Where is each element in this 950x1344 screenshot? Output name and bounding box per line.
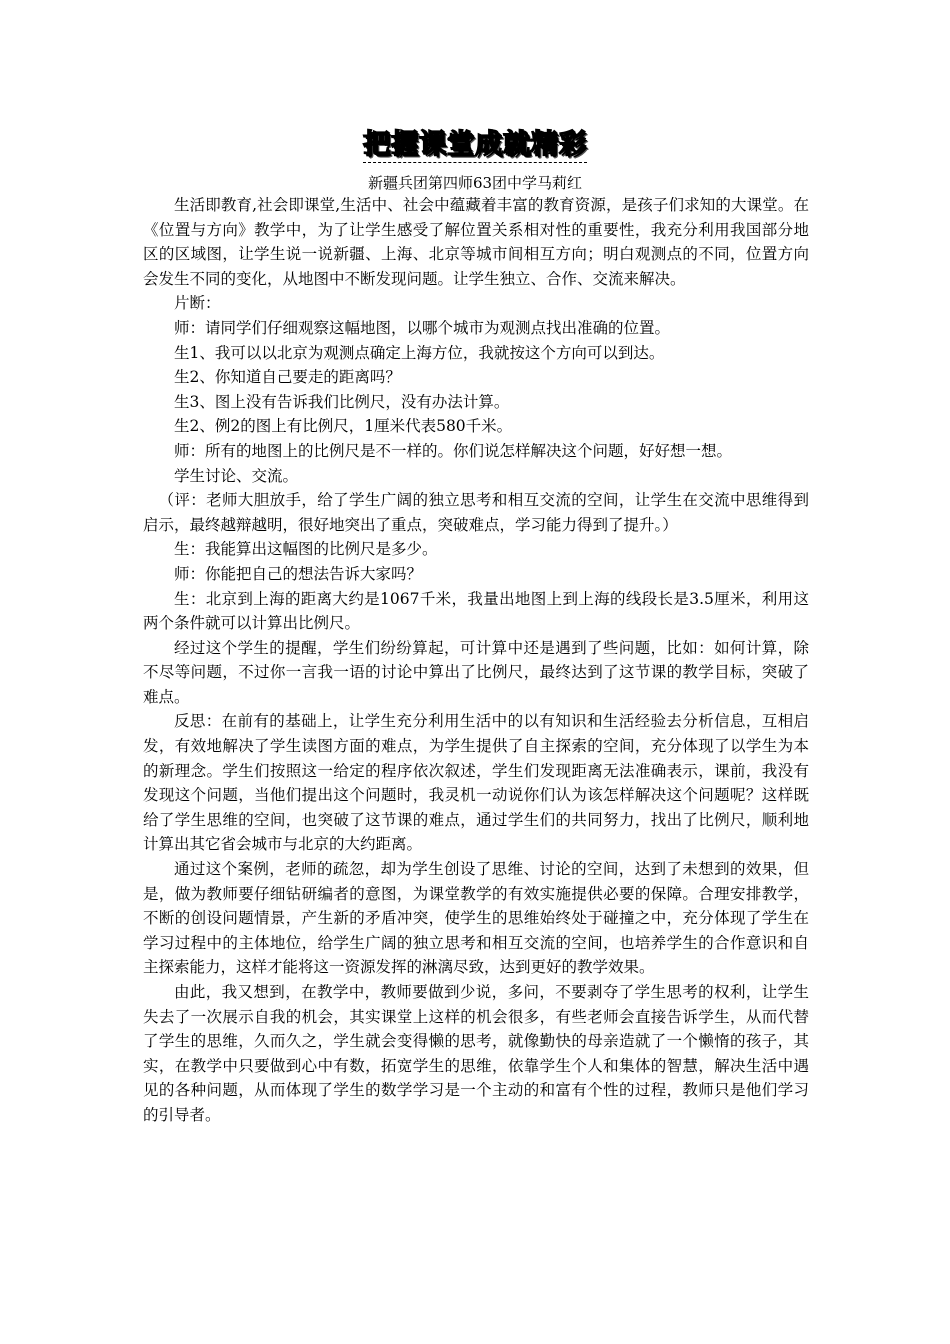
paragraph: 经过这个学生的提醒，学生们纷纷算起，可计算中还是遇到了些问题，比如：如何计算，除不尽等问题，不过你一言我一语的讨论中算出了比例尺，最终达到了这节课的教学目标，突破了难点。 — [143, 638, 809, 706]
dialogue-line: 生1、我可以以北京为观测点确定上海方位，我就按这个方向可以到达。 — [174, 343, 665, 362]
paragraph: 通过这个案例，老师的疏忽，却为学生创设了思维、讨论的空间，达到了未想到的效果，但是，做为教师要仔细钻研编者的意图，为课堂教学的有效实施提供必要的保障。合理安排教学，不断的创设问题情景，产生新的矛盾冲突，使学生的思维始终处于碰撞之中，充分体现了学生在学习过程中的主体地位，给学生广阔的独立思考和相互交流的空间，也培养学生的合作意识和自主探索能力，这样才能将这一资源发挥的淋漓尽致，达到更好的教学效果。 — [143, 860, 809, 977]
paragraph-fragment-label: 片断： — [174, 294, 221, 313]
dialogue-line: 生2、例2的图上有比例尺，1厘米代表580千米。 — [174, 417, 513, 436]
paragraph-intro: 生活即教育,社会即课堂,生活中、社会中蕴藏着丰富的教育资源，是孩子们求知的大课堂。在《位置与方向》教学中，为了让学生感受了解位置关系相对性的重要性，我充分利用我国部分地区的区域图，让学生说一说新疆、上海、北京等城市间相互方向；明白观测点的不同，位置方向会发生不同的变化，从地图中不断发现问题。让学生独立、合作、交流来解决。 — [143, 196, 809, 288]
dialogue-line: 生2、你知道自己要走的距离吗？ — [174, 368, 401, 387]
dialogue-line: 师：请同学们仔细观察这幅地图，以哪个城市为观测点找出准确的位置。 — [174, 318, 671, 337]
dialogue-line: 师：所有的地图上的比例尺是不一样的。你们说怎样解决这个问题，好好想一想。 — [174, 441, 733, 460]
title-container — [0, 122, 950, 163]
document-author: 新疆兵团第四师63团中学马莉红 — [367, 174, 583, 192]
paragraph-reflection: 反思：在前有的基础上，让学生充分利用生活中的以有知识和生活经验去分析信息，互相启发，有效地解决了学生读图方面的难点，为学生提供了自主探索的空间，充分体现了以学生为本的新理念。学生们按照这一给定的程序依次叙述，学生们发现距离无法准确表示，课前，我没有发现这个问题，当他们提出这个问题时，我灵机一动说你们认为该怎样解决这个问题呢？这样既给了学生思维的空间，也突破了这节课的难点，通过学生们的共同努力，找出了比例尺，顺利地计算出其它省会城市与北京的大约距离。 — [143, 712, 809, 854]
dialogue-line: 生：我能算出这幅图的比例尺是多少。 — [174, 540, 438, 559]
comment-note: （评：老师大胆放手，给了学生广阔的独立思考和相互交流的空间，让学生在交流中思维得到启示，最终越辩越明，很好地突出了重点，突破难点，学习能力得到了提升。） — [143, 491, 809, 534]
document-body — [143, 193, 809, 1128]
document-title: 把握课堂成就精彩 — [363, 122, 587, 163]
paragraph-conclusion: 由此，我又想到，在教学中，教师要做到少说，多问，不要剥夺了学生思考的权利，让学生失去了一次展示自我的机会，其实课堂上这样的机会很多，有些老师会直接告诉学生，从而代替了学生的思维，久而久之，学生就会变得懒的思考，就像勤快的母亲造就了一个懒惰的孩子，其实，在教学中只要做到心中有数，拓宽学生的思维，依靠学生个人和集体的智慧，解决生活中遇见的各种问题，从而体现了学生的数学学习是一个主动的和富有个性的过程，教师只是他们学习的引导者。 — [143, 983, 809, 1124]
dialogue-line: 生：北京到上海的距离大约是1067千米，我量出地图上到上海的线段长是3.5厘米，利用这两个条件就可以计算出比例尺。 — [143, 589, 809, 633]
dialogue-line: 师：你能把自己的想法告诉大家吗？ — [174, 564, 423, 583]
dialogue-line: 学生讨论、交流。 — [174, 466, 299, 485]
dialogue-line: 生3、图上没有告诉我们比例尺，没有办法计算。 — [174, 392, 510, 411]
